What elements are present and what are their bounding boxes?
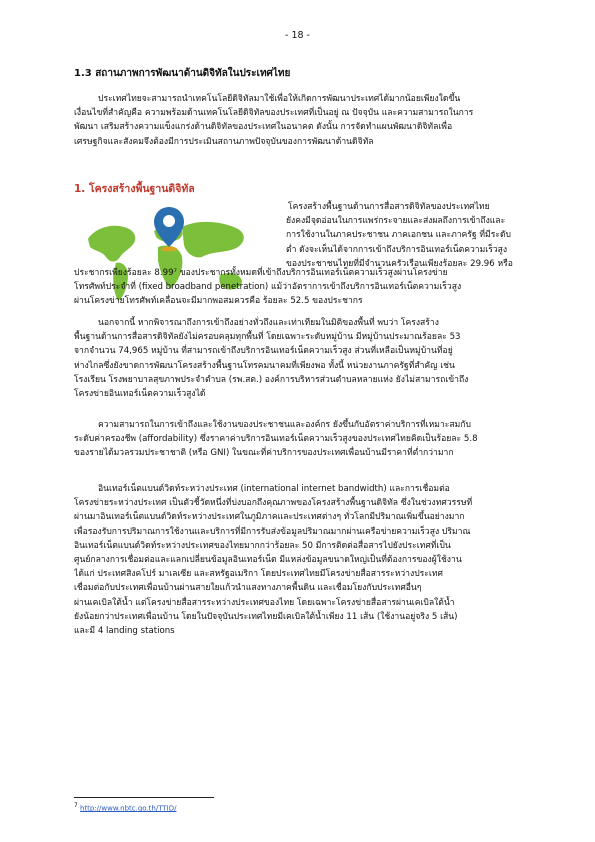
paragraph-line: และมี 4 landing stations bbox=[74, 626, 175, 637]
paragraph-line: อินเทอร์เน็ตแบนด์วิดท์ระหว่างประเทศ (international internet bandwidth) และการเชื่อมต่อ bbox=[98, 484, 450, 494]
paragraph-line: เงื่อนไขที่สำคัญคือ ความพร้อมด้านเทคโนโลยีดิจิทัลของประเทศที่เป็นอยู่ ณ ปัจจุบัน และความสามารถในการ bbox=[74, 108, 474, 119]
paragraph-line: ผ่านเคเบิลใต้น้ำ แต่โครงข่ายสื่อสารระหว่างประเทศของไทย โดยเฉพาะโครงข่ายสื่อสารผ่านเคเบิลใต้น้ำ bbox=[74, 597, 455, 608]
paragraph-line: การใช้งานในภาคประชาชน ภาคเอกชน และภาครัฐ ที่มีระดับ bbox=[286, 230, 511, 241]
bandwidth-paragraph bbox=[74, 482, 522, 638]
page-number: - 18 - bbox=[285, 30, 310, 41]
paragraph-line: ยังคงมีจุดอ่อนในการแพร่กระจายและส่งผลถึงการเข้าถึงและ bbox=[286, 216, 506, 227]
footnote-marker: 7 bbox=[74, 803, 78, 809]
section-heading: 1.3 สถานภาพการพัฒนาด้านดิจิทัลในประเทศไทย bbox=[74, 68, 291, 79]
paragraph-line: ของรายได้มวลรวมประชาชาติ (หรือ GNI) ในขณะที่ค่าบริการของประเทศเพื่อนบ้านมีราคาที่ต่ำกว่ามาก bbox=[74, 448, 454, 459]
paragraph-line: อินเทอร์เน็ตแบนด์วิดท์ระหว่างประเทศของไทยมากกว่าร้อยละ 50 มีการติดต่อสื่อสารไปยังประเทศที่เป็น bbox=[74, 540, 451, 551]
infrastructure-paragraph-right bbox=[286, 200, 524, 271]
paragraph-line: เพื่อรองรับการปริมาณการใช้งานและบริการที่มีการรับส่งข้อมูลปริมาณมากผ่านเครือข่ายความเร็วสูง ปริมาณ bbox=[74, 526, 471, 537]
affordability-paragraph bbox=[74, 418, 522, 461]
paragraph-line: ประเทศไทยจะสามารถนำเทคโนโลยีดิจิทัลมาใช้เพื่อให้เกิดการพัฒนาประเทศได้มากน้อยเพียงใดขึ้น bbox=[98, 94, 461, 104]
paragraph-line: ยังน้อยกว่าประเทศเพื่อนบ้าน โดยในปัจจุบันประเทศไทยมีเคเบิลใต้น้ำเพียง 11 เส้น (ใช้งานอยู่จริง 5 เส้น) bbox=[74, 611, 458, 622]
infrastructure-paragraph bbox=[74, 266, 522, 309]
paragraph-line: โครงข่ายระหว่างประเทศ เป็นตัวชี้วัดหนึ่งที่บ่งบอกถึงคุณภาพของโครงสร้างพื้นฐานดิจิทัล ซึ่งในช่วงทศวรรษที่ bbox=[74, 498, 473, 509]
paragraph-line: เชื่อมต่อกับประเทศเพื่อนบ้านผ่านสายใยแก้วนำแสงทางภาคพื้นดิน และเชื่อมโยงกับประเทศอื่นๆ bbox=[74, 583, 422, 594]
footnote-link[interactable]: http://www.nbtc.go.th/TTID/ bbox=[79, 804, 177, 813]
paragraph-line: โรงเรียน โรงพยาบาลสุขภาพประจำตำบล (รพ.สต.) องค์การบริหารส่วนตำบลหลายแห่ง ยังไม่สามารถเข้าถึง bbox=[74, 374, 469, 385]
footnote-divider bbox=[74, 797, 214, 798]
location-pin-icon bbox=[154, 207, 184, 252]
intro-paragraph bbox=[74, 92, 522, 149]
paragraph-line: ผ่านมาอินเทอร์เน็ตแบนด์วิดท์ระหว่างประเทศในภูมิภาคและประเทศต่างๆ ทั่วโลกมีปริมาณเพิ่มขึ้นอย่างมาก bbox=[74, 512, 465, 523]
map-continent-asia bbox=[182, 222, 244, 257]
paragraph-line: ของประชาชนไทยที่มีจำนวนครัวเรือนเพียงร้อยละ 29.96 หรือ bbox=[286, 258, 513, 269]
paragraph-line: ประชากรเพียงร้อยละ 8.99⁷ ของประชากรทั้งหมดที่เข้าถึงบริการอินเทอร์เน็ตความเร็วสูงผ่านโครงข่าย bbox=[74, 268, 448, 278]
paragraph-line: จากจำนวน 74,965 หมู่บ้าน ที่สามารถเข้าถึงบริการอินเทอร์เน็ตความเร็วสูง ส่วนที่เหลือเป็นหมู่บ้านที่อยู่ bbox=[74, 346, 453, 357]
paragraph-line: พัฒนา เสริมสร้างความแข็งแกร่งด้านดิจิทัลของประเทศในอนาคต ดังนั้น การจัดทำแผนพัฒนาดิจิทัลเพื่อ bbox=[74, 122, 453, 133]
paragraph-line: ศูนย์กลางการเชื่อมต่อและแลกเปลี่ยนข้อมูลอินเทอร์เน็ต มีแหล่งข้อมูลขนาดใหญ่เป็นที่ต้องการของผู้ใช้งาน bbox=[74, 555, 462, 566]
paragraph-line: โครงสร้างพื้นฐานด้านการสื่อสารดิจิทัลของประเทศไทย bbox=[288, 202, 490, 212]
subsection-heading: 1. โครงสร้างพื้นฐานดิจิทัล bbox=[74, 183, 195, 195]
paragraph-line: นอกจากนี้ หากพิจารณาถึงการเข้าถึงอย่างทั่วถึงและเท่าเทียมในมิติของพื้นที่ พบว่า โครงสร้าง bbox=[98, 318, 439, 328]
paragraph-line: เศรษฐกิจและสังคมจึงต้องมีการประเมินสถานภาพปัจจุบันของการพัฒนาด้านดิจิทัล bbox=[74, 136, 374, 147]
paragraph-line: ได้แก่ ประเทศสิงคโปร์ มาเลเซีย และสหรัฐอเมริกา โดยประเทศไทยมีโครงข่ายสื่อสารระหว่างประเทศ bbox=[74, 569, 443, 580]
map-continent-north-america bbox=[88, 226, 135, 262]
paragraph-line: ห่างไกลซึ่งยังขาดการพัฒนาโครงสร้างพื้นฐานโทรคมนาคมที่เพียงพอ ทั้งนี้ หน่วยงานภาครัฐที่สำคัญ เช่น bbox=[74, 360, 455, 371]
paragraph-line: พื้นฐานด้านการสื่อสารดิจิทัลยังไม่ครอบคลุมทุกพื้นที่ โดยเฉพาะระดับหมู่บ้าน มีหมู่บ้านประมาณร้อยละ 53 bbox=[74, 332, 461, 343]
footnote bbox=[74, 803, 176, 812]
paragraph-line: โทรศัพท์ประจำที่ (fixed broadband penetration) แม้ว่าอัตราการเข้าถึงบริการอินเทอร์เน็ตความเร็วสูง bbox=[74, 282, 462, 293]
paragraph-line: ผ่านโครงข่ายโทรศัพท์เคลื่อนจะมีมากพอสมควรคือ ร้อยละ 52.5 ของประชากร bbox=[74, 296, 363, 307]
paragraph-line: ต่ำ ดังจะเห็นได้จากการเข้าถึงบริการอินเทอร์เน็ตความเร็วสูง bbox=[286, 244, 508, 255]
paragraph-line: โครงข่ายอินเทอร์เน็ตความเร็วสูงได้ bbox=[74, 389, 206, 400]
paragraph-line: ระดับค่าครองชีพ (affordability) ซึ่งราคาค่าบริการอินเทอร์เน็ตความเร็วสูงของประเทศไทยคิดเป็นร้อยละ 5.8 bbox=[74, 434, 478, 445]
access-paragraph bbox=[74, 316, 522, 401]
paragraph-line: ความสามารถในการเข้าถึงและใช้งานของประชาชนและองค์กร ยังขึ้นกับอัตราค่าบริการที่เหมาะสมกับ bbox=[98, 420, 471, 430]
